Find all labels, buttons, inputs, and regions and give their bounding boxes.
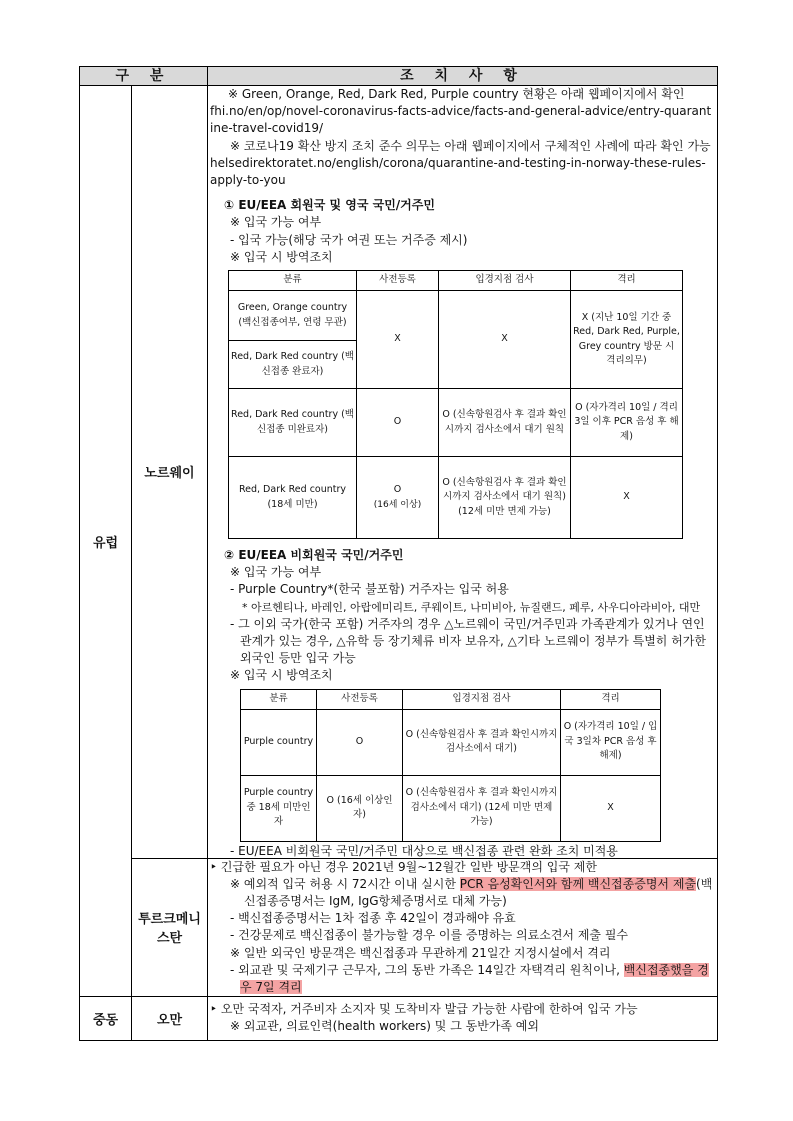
- section-2-title: ② EU/EEA 비회원국 국민/거주민: [224, 548, 404, 563]
- oman-measures: [208, 997, 718, 1040]
- norway-url-2: helsedirektoratet.no/english/corona/quarantine-and-testing-in-norway-these-rules-apply-to-you: [210, 155, 706, 188]
- s1-r12-registration: X: [357, 291, 439, 389]
- turkmenistan-line-3: - 백신접종증명서는 1차 접종 후 42일이 경과해야 유효: [230, 911, 516, 926]
- s1-header-category: 분류: [229, 271, 357, 291]
- section-2-measures: ※ 입국 시 방역조치: [230, 668, 333, 683]
- s2-header-registration: 사전등록: [317, 689, 403, 709]
- turkmenistan-line-5: ※ 일반 외국인 방문객은 백신접종과 무관하게 21일간 지정시설에서 격리: [230, 945, 611, 960]
- turkmenistan-row: [80, 858, 718, 997]
- s1-r4-category: Red, Dark Red country (18세 미만): [229, 457, 357, 539]
- turkmenistan-measures: [208, 858, 718, 997]
- s1-header-test: 입경지점 검사: [439, 271, 571, 291]
- section-2-purple: - Purple Country*(한국 불포함) 거주자는 입국 허용: [230, 582, 509, 597]
- s2-r2-category: Purple country 중 18세 미만인 자: [241, 775, 317, 841]
- s2-r1-registration: O: [317, 709, 403, 775]
- norway-note-2: ※ 코로나19 확산 방지 조치 준수 의무는 아래 웹페이지에서 구체적인 사례에 따라 확인 가능: [230, 138, 711, 153]
- s1-r3-quarantine: O (자가격리 10일 / 격리 3일 이후 PCR 음성 후 해제): [571, 389, 683, 457]
- country-norway: 노르웨이: [132, 86, 208, 859]
- header-category: 구 분: [80, 67, 208, 86]
- turkmenistan-line-2: ※ 예외적 입국 허용 시 72시간 이내 실시한 PCR 음성확인서와 함께 백신접종증명서 제출(백신접종증명서는 IgM, IgG항체증명서로 대체 가능): [230, 876, 713, 909]
- turkmenistan-highlight-1: PCR 음성확인서와 함께 백신접종증명서 제출: [459, 876, 697, 891]
- turkmenistan-line-4: - 건강문제로 백신접종이 불가능할 경우 이를 증명하는 의료소견서 제출 필수: [230, 928, 629, 943]
- country-turkmenistan: 투르크메니스탄: [132, 858, 208, 997]
- section-2-entry-question: ※ 입국 가능 여부: [230, 565, 322, 580]
- section-2-purple-list: * 아르헨티나, 바레인, 아랍에미리트, 쿠웨이트, 나미비아, 뉴질랜드, 페루, 사우디아라비아, 대만: [242, 600, 701, 614]
- section-1-title: ① EU/EEA 회원국 및 영국 국민/거주민: [224, 198, 435, 213]
- country-oman: 오만: [132, 997, 208, 1040]
- s1-r4-test: O (신속항원검사 후 결과 확인시까지 검사소에서 대기 원칙) (12세 미만 면제 가능): [439, 457, 571, 539]
- s2-r1-category: Purple country: [241, 709, 317, 775]
- turkmenistan-highlight-2: 백신접종했을 경우 7일 격리: [240, 962, 709, 995]
- norway-note-1: ※ Green, Orange, Red, Dark Red, Purple country 현황은 아래 웹페이지에서 확인: [228, 87, 685, 101]
- oman-line-2: ※ 외교관, 의료인력(health workers) 및 그 동반가족 예외: [230, 1019, 539, 1034]
- s1-r3-registration: O: [357, 389, 439, 457]
- s1-r4-quarantine: X: [571, 457, 683, 539]
- section-1-entry-answer: - 입국 가능(해당 국가 여권 또는 거주증 제시): [230, 232, 468, 247]
- turkmenistan-line-6: - 외교관 및 국제기구 근무자, 그의 동반 가족은 14일간 자택격리 원칙이나, 백신접종했을 경우 7일 격리: [230, 962, 709, 995]
- section-2-table: [240, 689, 661, 842]
- s2-r2-test: O (신속항원검사 후 결과 확인시까지 검사소에서 대기) (12세 미만 면제 가능): [403, 775, 561, 841]
- s1-r4-registration-mark: O: [393, 484, 402, 496]
- table-header-row: [80, 67, 718, 86]
- s1-header-registration: 사전등록: [357, 271, 439, 291]
- s2-r2-registration: O (16세 이상인 자): [317, 775, 403, 841]
- section-1-measures: ※ 입국 시 방역조치: [230, 249, 333, 264]
- norway-row: [80, 86, 718, 859]
- s2-r2-quarantine: X: [561, 775, 661, 841]
- norway-url-1: fhi.no/en/op/novel-coronavirus-facts-advice/facts-and-general-advice/entry-quarantine-travel-covid19/: [210, 104, 712, 136]
- section-2-others: - 그 이외 국가(한국 포함) 거주자의 경우 △노르웨이 국민/거주민과 가족관계가 있거나 연인관계가 있는 경우, △유학 등 장기체류 비자 보유자, △기타 노르웨이 정부가 특별히 허가한 외국인 등만 입국 가능: [230, 616, 706, 666]
- s1-header-quarantine: 격리: [571, 271, 683, 291]
- section-1-table: [228, 270, 683, 539]
- s2-r1-quarantine: O (자가격리 10일 / 입국 3일차 PCR 음성 후 해제): [561, 709, 661, 775]
- s1-r4-registration: [357, 457, 439, 539]
- section-1-entry-question: ※ 입국 가능 여부: [230, 215, 322, 230]
- region-middle-east: 중동: [80, 997, 132, 1040]
- s1-r2-category: Red, Dark Red country (백신접종 완료자): [229, 341, 357, 389]
- s2-header-category: 분류: [241, 689, 317, 709]
- s2-header-test: 입경지점 검사: [403, 689, 561, 709]
- measures-table: [79, 66, 718, 1041]
- document-page: [79, 66, 717, 1041]
- s2-header-quarantine: 격리: [561, 689, 661, 709]
- s1-r3-category: Red, Dark Red country (백신접종 미완료자): [229, 389, 357, 457]
- s1-r4-registration-note: (16세 이상): [373, 499, 422, 510]
- oman-line-1: ‣ 오만 국적자, 거주비자 소지자 및 도착비자 발급 가능한 사람에 한하여 입국 가능: [210, 1002, 638, 1017]
- s1-r12-quarantine: X (지난 10일 기간 중 Red, Dark Red, Purple, Grey country 방문 시 격리의무): [571, 291, 683, 389]
- header-measures: 조 치 사 항: [208, 67, 718, 86]
- turkmenistan-line-1: ‣ 긴급한 필요가 아닌 경우 2021년 9월~12월간 일반 방문객의 입국 제한: [210, 859, 597, 874]
- norway-measures: [208, 86, 718, 859]
- s2-r1-test: O (신속항원검사 후 결과 확인시까지 검사소에서 대기): [403, 709, 561, 775]
- s1-r12-test: X: [439, 291, 571, 389]
- s1-r1-category: Green, Orange country (백신접종여부, 연령 무관): [229, 291, 357, 341]
- oman-row: [80, 997, 718, 1040]
- region-europe: 유럽: [80, 86, 132, 997]
- section-2-note: - EU/EEA 비회원국 국민/거주민 대상으로 백신접종 관련 완화 조치 미적용: [230, 843, 618, 858]
- s1-r3-test: O (신속항원검사 후 결과 확인시까지 검사소에서 대기 원칙: [439, 389, 571, 457]
